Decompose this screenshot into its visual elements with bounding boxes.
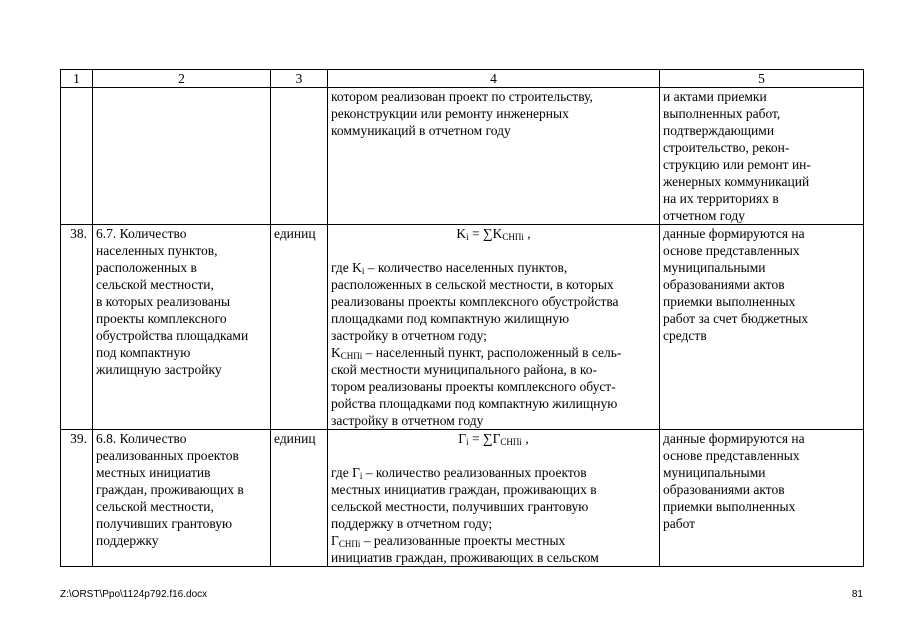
header-col-5: 5 [660, 70, 864, 88]
table-row-continuation [61, 88, 864, 225]
cont-name-cell [93, 88, 271, 225]
indicator-name: 6.8. Количество реализованных проектов местных инициатив граждан, проживающих в сельской местности, получивших грантовую поддержку [93, 430, 271, 567]
row-number: 39. [61, 430, 93, 567]
unit-cell: единиц [271, 225, 328, 430]
table-row-39 [61, 430, 864, 567]
definition-2: $Г_{СНПi}$ – реализованные проекты местных инициатив граждан, проживающих в сельском [331, 533, 599, 565]
cont-num-cell [61, 88, 93, 225]
footer-file-path: Z:\ORST\Ppo\1124p792.f16.docx [60, 589, 208, 600]
formula: $K_i = \sum K_{СНПi}$ , [456, 226, 531, 242]
method-cell [328, 225, 660, 430]
header-row [61, 70, 864, 88]
source-cell: данные формируются на основе представленных муниципальными образованиями актов приемки выполненных работ за счет бюджетных средств [660, 225, 864, 430]
definition-2: $K_{СНПi}$ – населенный пункт, расположенный в сель- ской местности муниципального района, в ко- тором реализованы проекты комплексного обуст- ройства площадками под компактную жилищную застройку в отчетном году [331, 345, 622, 428]
cont-source-cell: и актами приемки выполненных работ, подтверждающими строительство, рекон- струкцию или ремонт ин- женерных коммуникаций на их территориях в отчетном году [660, 88, 864, 225]
cont-method-cell: котором реализован проект по строительству, реконструкции или ремонту инженерных коммуникаций в отчетном году [328, 88, 660, 225]
indicators-table [60, 69, 864, 567]
table-row-38 [61, 225, 864, 430]
definition-1: где $K_i$ – количество населенных пунктов, расположенных в сельской местности, в которых реализованы проекты комплексного обустройства площадками под компактную жилищную застройку в отчетном году; [331, 260, 619, 343]
header-col-2: 2 [93, 70, 271, 88]
definition-1: где $Г_i$ – количество реализованных проектов местных инициатив граждан, проживающих в сельской местности, получивших грантовую поддержку в отчетном году; [331, 465, 597, 531]
unit-cell: единиц [271, 430, 328, 567]
formula: $Г_i = \sum Г_{СНПi}$ , [458, 431, 529, 447]
row-number: 38. [61, 225, 93, 430]
header-col-3: 3 [271, 70, 328, 88]
source-cell: данные формируются на основе представленных муниципальными образованиями актов приемки выполненных работ [660, 430, 864, 567]
header-col-1: 1 [61, 70, 93, 88]
footer-page-number: 81 [851, 589, 863, 600]
indicator-name: 6.7. Количество населенных пунктов, расположенных в сельской местности, в которых реализованы проекты комплексного обустройства площадками под компактную жилищную застройку [93, 225, 271, 430]
header-col-4: 4 [328, 70, 660, 88]
cont-unit-cell [271, 88, 328, 225]
method-cell [328, 430, 660, 567]
